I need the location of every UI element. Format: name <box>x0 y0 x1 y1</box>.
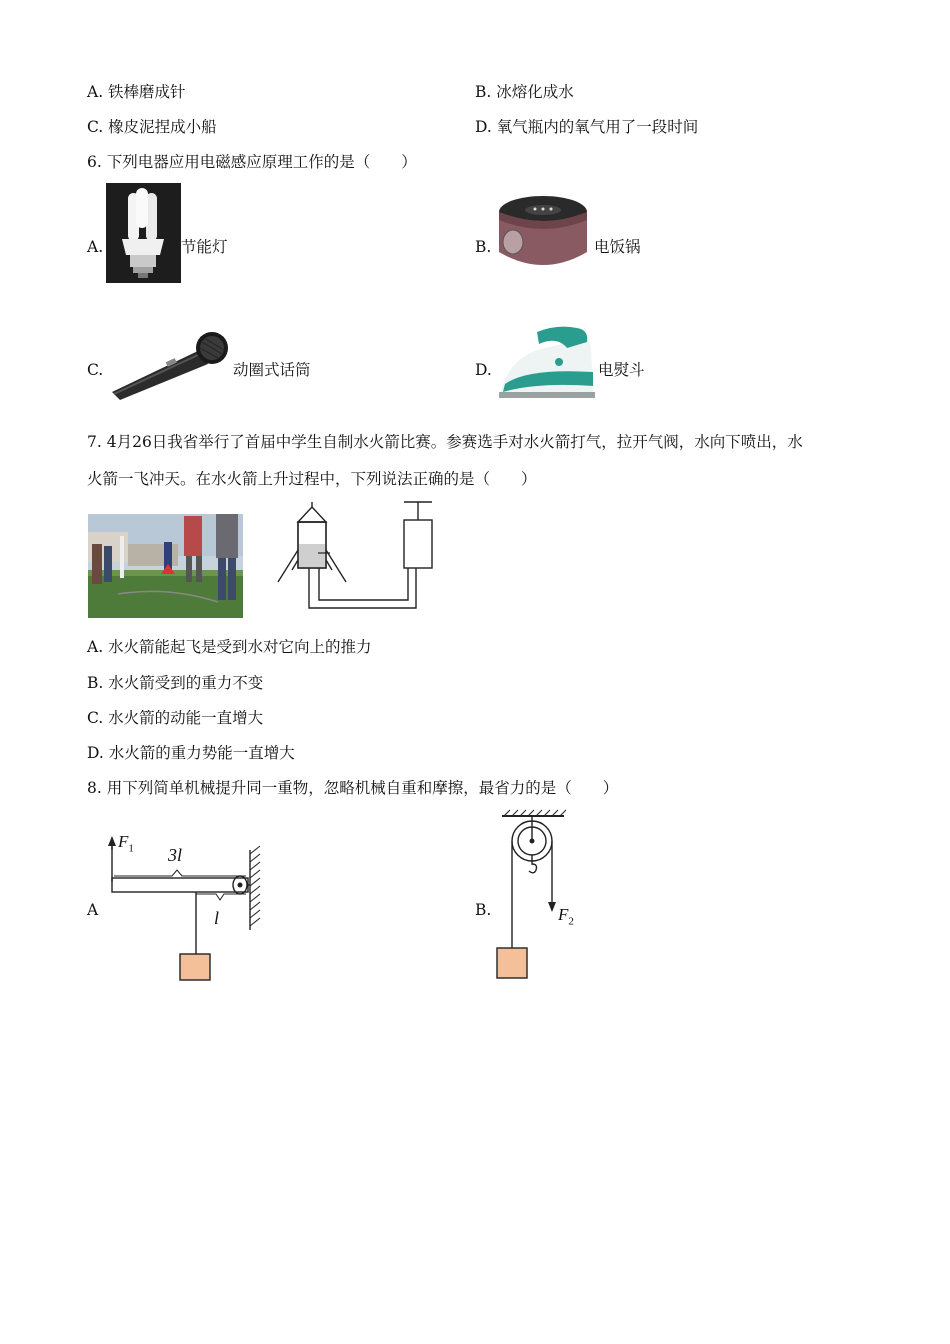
fixed-pulley-diagram <box>494 808 574 982</box>
q6-option-b-letter: B. <box>475 238 492 256</box>
iron-image <box>497 322 597 404</box>
q8-stem: 8. 用下列简单机械提升同一重物，忽略机械自重和摩擦，最省力的是（ ） <box>87 779 619 797</box>
q6-option-b-text: 电饭锅 <box>594 238 641 256</box>
microphone-image <box>108 330 228 402</box>
q6-option-a-letter: A. <box>87 238 104 256</box>
q8-option-a-letter: A <box>87 901 99 919</box>
q6-option-d-text: 电熨斗 <box>598 361 645 379</box>
lever-force-label: $F_1$ <box>118 832 134 855</box>
q7-stem-line2: 火箭一飞冲天。在水火箭上升过程中，下列说法正确的是（ ） <box>87 470 537 488</box>
lever-long-arm-label: 3l <box>168 845 183 865</box>
q6-option-a-text: 节能灯 <box>181 238 228 256</box>
q6-option-c-letter: C. <box>87 361 104 379</box>
q7-option-d: D. 水火箭的重力势能一直增大 <box>87 744 295 762</box>
q6-option-c-text: 动圈式话筒 <box>233 361 311 379</box>
q5-option-c: C. 橡皮泥捏成小船 <box>87 118 217 136</box>
q5-option-b: B. 冰熔化成水 <box>475 83 574 101</box>
q5-option-a: A. 铁棒磨成针 <box>87 83 186 101</box>
pulley-force-label: $F_2$ <box>558 905 574 928</box>
q6-option-d-letter: D. <box>475 361 492 379</box>
q6-stem: 6. 下列电器应用电磁感应原理工作的是（ ） <box>87 153 417 171</box>
rice-cooker-image <box>495 190 591 278</box>
lever-short-arm-label: l <box>214 908 220 928</box>
q7-stem-line1: 7. 4月26日我省举行了首届中学生自制水火箭比赛。参赛选手对水火箭打气，拉开气阀，水向下喷出，水 <box>87 433 803 451</box>
water-rocket-photo <box>88 514 243 618</box>
energy-saving-lamp-image <box>106 183 181 283</box>
q7-option-b: B. 水火箭受到的重力不变 <box>87 674 264 692</box>
water-rocket-schematic <box>276 500 438 618</box>
q7-option-a: A. 水火箭能起飞是受到水对它向上的推力 <box>87 638 372 656</box>
q5-option-d: D. 氧气瓶内的氧气用了一段时间 <box>475 118 699 136</box>
q8-option-b-letter: B. <box>475 901 492 919</box>
q7-option-c: C. 水火箭的动能一直增大 <box>87 709 264 727</box>
